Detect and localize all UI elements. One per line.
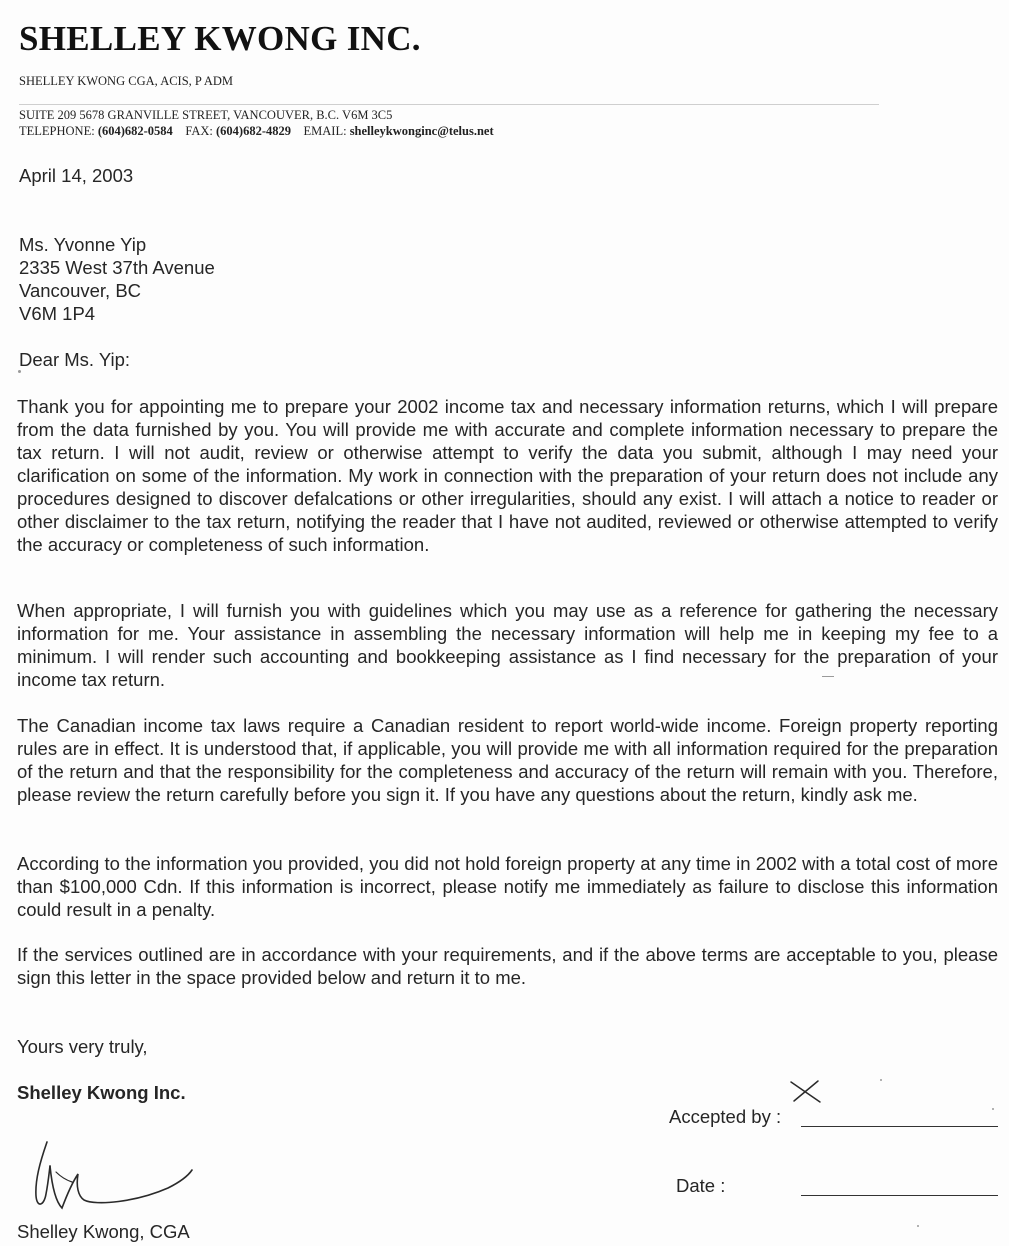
signer-name: Shelley Kwong, CGA xyxy=(17,1221,190,1242)
address-line: SUITE 209 5678 GRANVILLE STREET, VANCOUVER, B.C. V6M 3C5 xyxy=(19,108,393,122)
recipient-street: 2335 West 37th Avenue xyxy=(19,257,215,278)
date-label: Date : xyxy=(676,1175,726,1196)
fax-number: (604)682-4829 xyxy=(216,124,291,138)
handwritten-signature-icon xyxy=(16,1136,206,1231)
recipient-city: Vancouver, BC xyxy=(19,280,142,301)
body-paragraph: The Canadian income tax laws require a Canadian resident to report world-wide income. Foreign property reporting rules are in effect. It is understood that, if applicable, you will provide me with all information required for the preparation of the return and that the responsibility for the completeness and accuracy of the return will remain with you. Therefore, please review the return carefully before you sign it. If you have any questions about the return, kindly ask me. xyxy=(17,715,998,805)
scan-speck xyxy=(880,1079,882,1081)
recipient-postal-code: V6M 1P4 xyxy=(19,303,96,324)
recipient-name: Ms. Yvonne Yip xyxy=(19,234,147,255)
signer-company: Shelley Kwong Inc. xyxy=(17,1082,186,1103)
scan-speck xyxy=(992,1108,994,1110)
telephone-label: TELEPHONE: xyxy=(19,124,95,138)
email-label: EMAIL: xyxy=(303,124,347,138)
handwritten-x-mark-icon xyxy=(789,1079,823,1105)
company-name: SHELLEY KWONG INC. xyxy=(19,19,421,58)
body-paragraph: According to the information you provided, you did not hold foreign property at any time in 2002 with a total cost of more than $100,000 Cdn. If this information is incorrect, please notify me immediately as failure to disclose this information could result in a penalty. xyxy=(17,853,998,920)
letter-date: April 14, 2003 xyxy=(19,165,134,186)
accepted-by-signature-line xyxy=(801,1126,998,1127)
body-paragraph: When appropriate, I will furnish you with guidelines which you may use as a reference for gathering the necessary information for me. Your assistance in assembling the necessary information will help me in keeping my fee to a minimum. I will render such accounting and bookkeeping assistance as I find necessary for the preparation of your income tax return. xyxy=(17,600,998,690)
accepted-by-label: Accepted by : xyxy=(669,1106,782,1127)
body-paragraph: Thank you for appointing me to prepare your 2002 income tax and necessary information returns, which I will prepare from the data furnished by you. You will provide me with accurate and complete information necessary to prepare the tax return. I will not audit, review or otherwise attempt to verify the data you submit, although I may need your clarification on some of the information. My work in connection with the preparation of your return does not include any procedures designed to discover defalcations or other irregularities, should any exist. I will attach a notice to reader or other disclaimer to the tax return, notifying the reader that I have not audited, reviewed or otherwise attempted to verify the accuracy or completeness of such information. xyxy=(17,396,998,555)
closing: Yours very truly, xyxy=(17,1036,148,1057)
credentials: SHELLEY KWONG CGA, ACIS, P ADM xyxy=(19,74,234,88)
salutation: Dear Ms. Yip: xyxy=(19,349,131,370)
date-signature-line xyxy=(801,1195,998,1196)
fax-label: FAX: xyxy=(185,124,213,138)
scan-speck xyxy=(18,370,21,373)
recipient-address xyxy=(19,233,215,325)
letterhead-divider xyxy=(19,104,879,105)
scan-speck xyxy=(822,676,834,677)
telephone-number: (604)682-0584 xyxy=(97,124,173,138)
contact-line xyxy=(19,124,494,139)
email-address: shelleykwonginc@telus.net xyxy=(349,124,494,138)
scan-speck xyxy=(917,1225,919,1227)
body-paragraph: If the services outlined are in accordance with your requirements, and if the above terms are acceptable to you, please sign this letter in the space provided below and return it to me. xyxy=(17,944,998,988)
